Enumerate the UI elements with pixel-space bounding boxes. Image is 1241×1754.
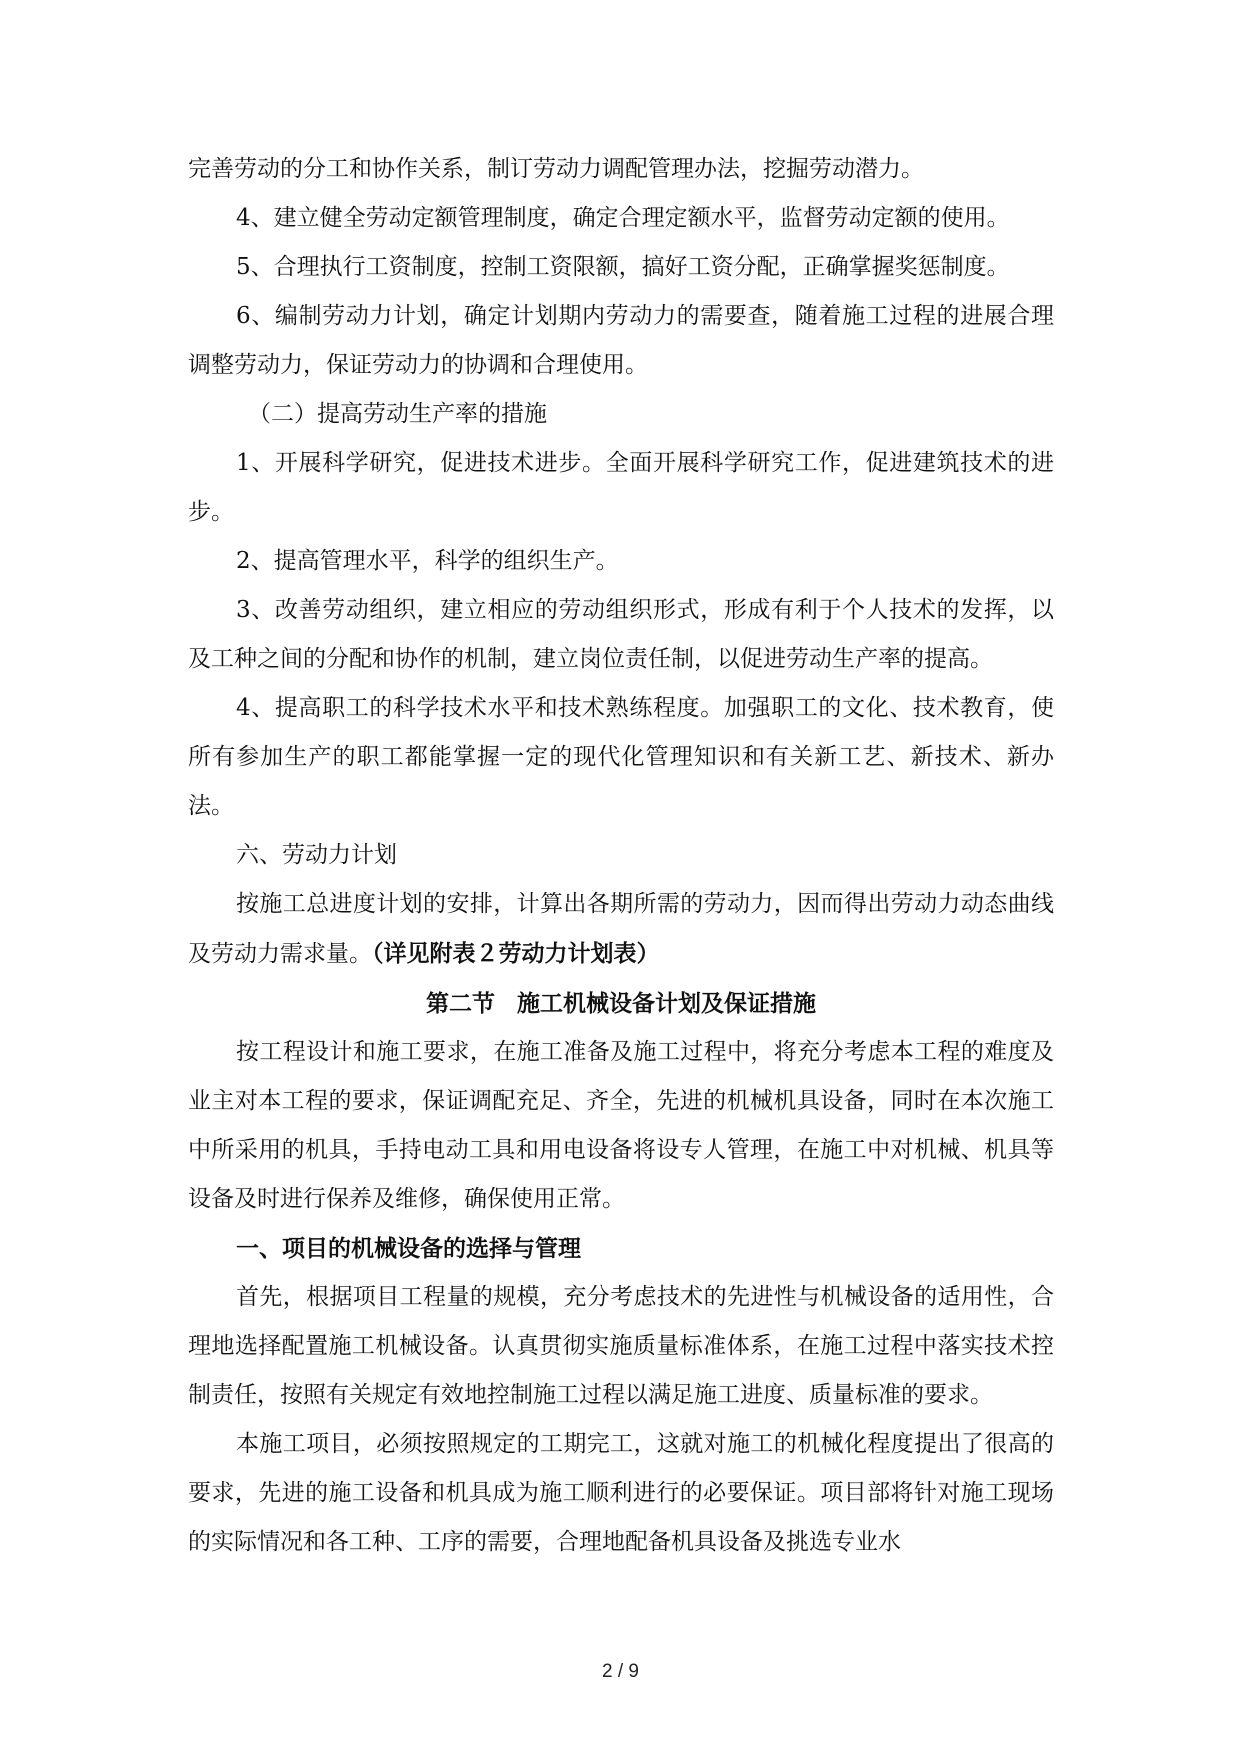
paragraph: 本施工项目，必须按照规定的工期完工，这就对施工的机械化程度提出了很高的要求，先进的施工设备和机具成为施工顺利进行的必要保证。项目部将针对施工现场的实际情况和各工种、工序的需要，合理地配备机具设备及挑选专业水 <box>188 1431 1054 1555</box>
paragraph: 6、编制劳动力计划，确定计划期内劳动力的需要查，随着施工过程的进展合理调整劳动力，保证劳动力的协调和合理使用。 <box>188 303 1054 378</box>
page-number: 2 / 9 <box>602 1661 639 1682</box>
paragraph: 按工程设计和施工要求，在施工准备及施工过程中，将充分考虑本工程的难度及业主对本工程的要求，保证调配充足、齐全，先进的机械机具设备，同时在本次施工中所采用的机具，手持电动工具和用电设备将设专人管理，在施工中对机械、机具等设备及时进行保养及维修，确保使用正常。 <box>188 1039 1054 1212</box>
subsection-title: 六、劳动力计划 <box>236 842 397 868</box>
subsection-title: （二）提高劳动生产率的措施 <box>248 401 547 427</box>
paragraph: 4、建立健全劳动定额管理制度，确定合理定额水平，监督劳动定额的使用。 <box>236 205 1010 231</box>
paragraph <box>188 880 1054 979</box>
paragraph: 3、改善劳动组织，建立相应的劳动组织形式，形成有利于个人技术的发挥，以及工种之间的分配和协作的机制，建立岗位责任制，以促进劳动生产率的提高。 <box>188 597 1054 672</box>
paragraph-text: 按施工总进度计划的安排，计算出各期所需的劳动力，因而得出劳动力动态曲线及劳动力需求量。 <box>188 891 1054 967</box>
section-number: 第二节 <box>426 990 495 1017</box>
paragraph: 2、提高管理水平，科学的组织生产。 <box>236 548 619 574</box>
appendix-reference: （详见附表２劳动力计划表） <box>372 940 660 967</box>
paragraph: 完善劳动的分工和协作关系，制订劳动力调配管理办法，挖掘劳动潜力。 <box>188 156 924 182</box>
paragraph: 4、提高职工的科学技术水平和技术熟练程度。加强职工的文化、技术教育，使所有参加生产的职工都能掌握一定的现代化管理知识和有关新工艺、新技术、新办法。 <box>188 695 1054 819</box>
paragraph: 首先，根据项目工程量的规模，充分考虑技术的先进性与机械设备的适用性，合理地选择配置施工机械设备。认真贯彻实施质量标准体系，在施工过程中落实技术控制责任，按照有关规定有效地控制施工过程以满足施工进度、质量标准的要求。 <box>188 1284 1054 1408</box>
section-heading <box>188 979 1054 1028</box>
subsection-title: 一、项目的机械设备的选择与管理 <box>236 1235 581 1262</box>
paragraph: 5、合理执行工资制度，控制工资限额，搞好工资分配，正确掌握奖惩制度。 <box>236 254 1010 280</box>
paragraph: 1、开展科学研究，促进技术进步。全面开展科学研究工作，促进建筑技术的进步。 <box>188 450 1054 525</box>
document-body <box>188 145 1054 1567</box>
section-title: 施工机械设备计划及保证措施 <box>517 990 816 1017</box>
